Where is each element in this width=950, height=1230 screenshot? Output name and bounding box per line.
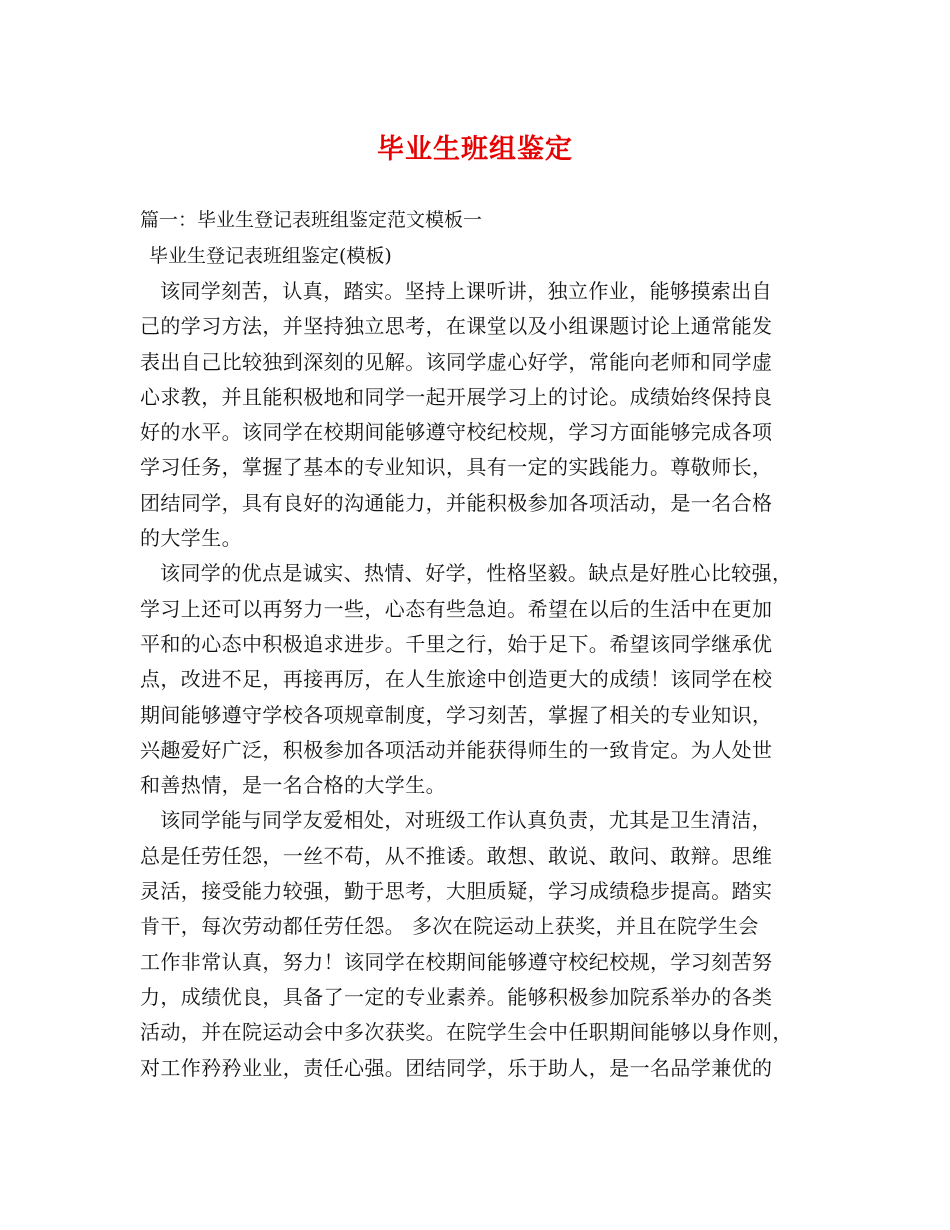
section-heading: 篇一：毕业生登记表班组鉴定范文模板一 (140, 209, 483, 231)
text-line: 期间能够遵守学校各项规章制度，学习刻苦，掌握了相关的专业知识， (140, 702, 773, 727)
text-line: 团结同学，具有良好的沟通能力，并能积极参加各项活动，是一名合格 (140, 490, 773, 515)
text-line: 灵活，接受能力较强，勤于思考，大胆质疑，学习成绩稳步提高。踏实 (140, 879, 773, 904)
sub-heading: 毕业生登记表班组鉴定(模板) (149, 245, 392, 267)
document-body (140, 274, 812, 1086)
text-line: 和善热情，是一名合格的大学生。 (140, 773, 446, 798)
text-line: 该同学刻苦，认真，踏实。坚持上课听讲，独立作业，能够摸索出自 (160, 279, 772, 303)
text-line: 肯干，每次劳动都任劳任怨。 多次在院运动上获奖，并且在院学生会 (140, 914, 759, 939)
text-line: 平和的心态中积极追求进步。千里之行，始于足下。希望该同学继承优 (140, 631, 773, 656)
text-line: 心求教，并且能积极地和同学一起开展学习上的讨论。成绩始终保持良 (140, 384, 773, 409)
text-line: 该同学能与同学友爱相处，对班级工作认真负责，尤其是卫生清洁， (160, 808, 772, 833)
text-line: 己的学习方法，并坚持独立思考，在课堂以及小组课题讨论上通常能发 (140, 314, 773, 339)
text-line: 的大学生。 (140, 526, 242, 551)
text-line: 表出自己比较独到深刻的见解。该同学虚心好学，常能向老师和同学虚 (140, 349, 773, 374)
text-line: 总是任劳任怨，一丝不苟，从不推诿。敢想、敢说、敢问、敢辩。思维 (140, 843, 773, 868)
text-line: 该同学的优点是诚实、热情、好学，性格坚毅。缺点是好胜心比较强， (160, 561, 793, 586)
text-line: 学习上还可以再努力一些，心态有些急迫。希望在以后的生活中在更加 (140, 596, 773, 621)
text-line: 工作非常认真，努力！该同学在校期间能够遵守校纪校规，学习刻苦努 (140, 949, 773, 974)
text-line: 对工作矜矜业业，责任心强。团结同学，乐于助人，是一名品学兼优的 (140, 1055, 773, 1080)
text-line: 兴趣爱好广泛，积极参加各项活动并能获得师生的一致肯定。为人处世 (140, 737, 773, 762)
text-line: 好的水平。该同学在校期间能够遵守校纪校规，学习方面能够完成各项 (140, 420, 773, 445)
text-line: 力，成绩优良，具备了一定的专业素养。能够积极参加院系举办的各类 (140, 984, 773, 1009)
document-title: 毕业生班组鉴定 (377, 134, 573, 165)
text-line: 活动，并在院运动会中多次获奖。在院学生会中任职期间能够以身作则， (140, 1020, 793, 1045)
text-line: 点，改进不足，再接再厉，在人生旅途中创造更大的成绩！该同学在校 (140, 667, 773, 692)
text-line: 学习任务，掌握了基本的专业知识，具有一定的实践能力。尊敬师长， (140, 455, 773, 480)
